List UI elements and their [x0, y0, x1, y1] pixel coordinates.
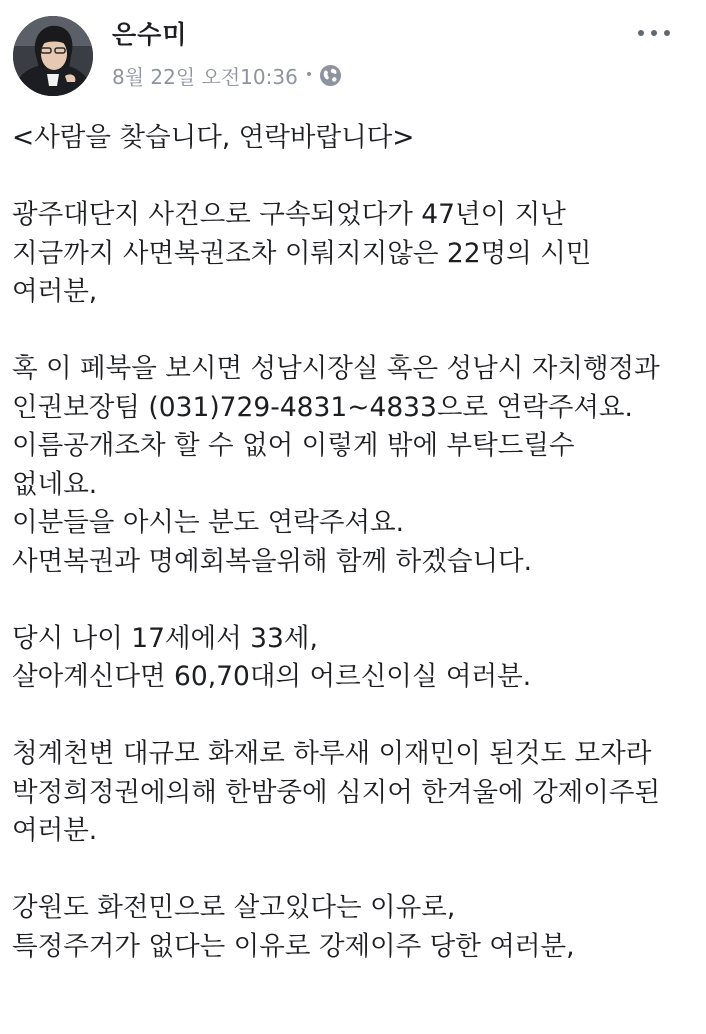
post-line: 없네요.	[12, 468, 98, 500]
more-options-button[interactable]	[632, 18, 676, 48]
post-line	[12, 312, 702, 351]
profile-photo-icon	[13, 16, 93, 96]
post-line	[12, 697, 702, 736]
meta-separator: •	[304, 67, 314, 83]
post-line: 사면복권과 명예회복을위해 함께 하겠습니다.	[12, 545, 533, 577]
post-line: <사람을 찾습니다, 연락바랍니다>	[12, 122, 415, 153]
post-line: 이름공개조차 할 수 없어 이렇게 밖에 부탁드릴수	[12, 430, 575, 461]
post-line: 살아계신다면 60,70대의 어르신이실 여러분.	[12, 661, 532, 692]
post-line	[12, 158, 702, 197]
post-line: 특정주거가 없다는 이유로 강제이주 당한 여러분,	[12, 930, 575, 962]
post-line: 여러분,	[12, 276, 98, 307]
post-header	[0, 0, 706, 110]
post-line	[12, 581, 702, 620]
post-line: 광주대단지 사건으로 구속되었다가 47년이 지난	[12, 199, 566, 230]
post-line: 청계천변 대규모 화재로 하루새 이재민이 된것도 모자라	[12, 738, 652, 769]
author-avatar[interactable]	[13, 16, 93, 96]
post-timestamp[interactable]: 8월 22일 오전10:36	[112, 64, 298, 89]
post-line: 혹 이 페북을 보시면 성남시장실 혹은 성남시 자치행정과	[12, 353, 660, 384]
post-line: 박정희정권에의해 한밤중에 심지어 한겨울에 강제이주된	[12, 776, 661, 808]
more-horizontal-icon	[637, 29, 671, 37]
post-line: 지금까지 사면복권조차 이뤄지지않은 22명의 시민	[12, 237, 592, 269]
author-name[interactable]: 은수미	[112, 20, 188, 49]
post-line: 여러분.	[12, 815, 98, 846]
globe-icon[interactable]	[319, 64, 342, 87]
post-meta	[112, 61, 342, 89]
post-body	[12, 119, 702, 966]
post-line: 이분들을 아시는 분도 연락주셔요.	[12, 507, 405, 538]
post-line: 인권보장팀 (031)729-4831~4833으로 연락주셔요.	[12, 391, 633, 423]
post-line: 강원도 화전민으로 살고있다는 이유로,	[12, 892, 456, 923]
post-line: 당시 나이 17세에서 33세,	[12, 622, 318, 654]
post-line	[12, 851, 702, 890]
